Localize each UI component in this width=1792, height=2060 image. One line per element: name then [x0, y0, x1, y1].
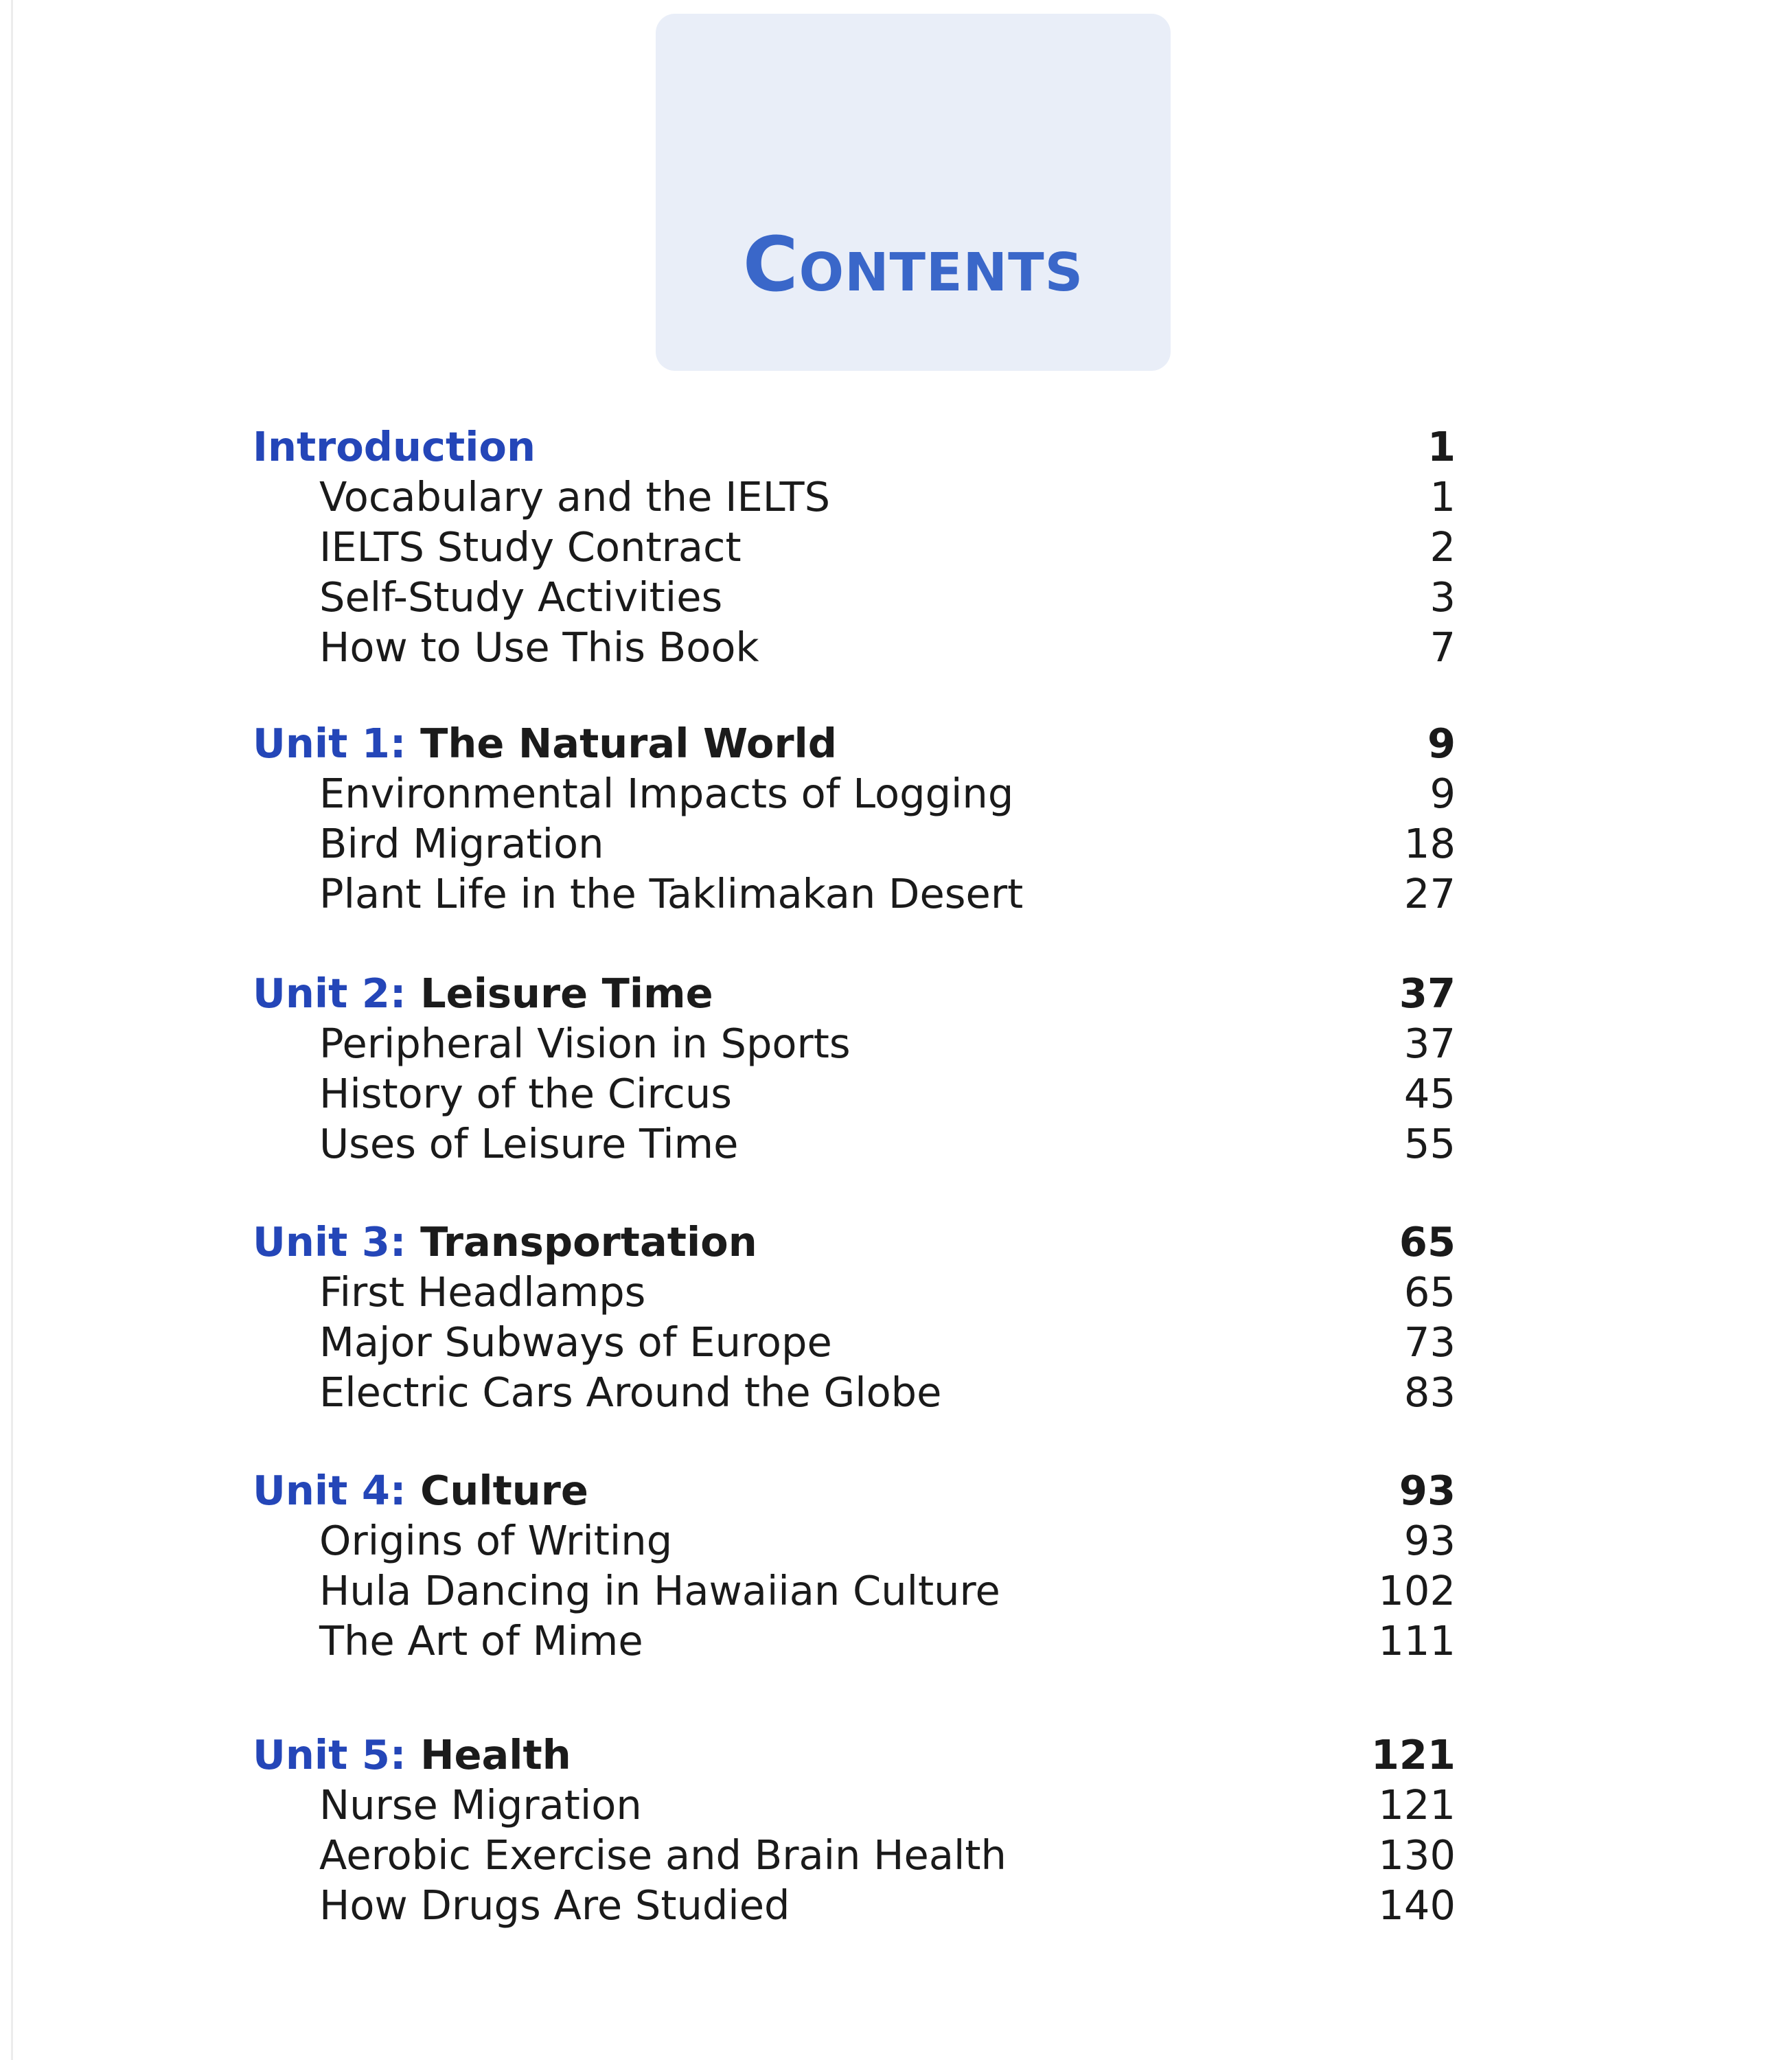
- toc-entry[interactable]: [0, 618, 1792, 671]
- section-name: Introduction: [253, 423, 536, 470]
- page-number: 65: [1399, 1218, 1456, 1266]
- title-panel: [656, 14, 1171, 371]
- toc-entry-title: How to Use This Book: [319, 623, 759, 671]
- page-number: 93: [1403, 1517, 1456, 1564]
- toc-heading-unit-4[interactable]: [0, 1461, 1792, 1514]
- unit-number: Unit 4:: [253, 1467, 406, 1514]
- toc-entry-title: Uses of Leisure Time: [319, 1120, 739, 1167]
- toc-entry[interactable]: [0, 1776, 1792, 1829]
- toc-heading-label: [253, 423, 536, 470]
- toc-entry[interactable]: [0, 1313, 1792, 1366]
- toc-heading-label: [253, 720, 838, 767]
- page-number: 140: [1378, 1881, 1456, 1929]
- toc-entry-title: History of the Circus: [319, 1070, 732, 1117]
- toc-entry-title: Bird Migration: [319, 820, 604, 867]
- toc-entry-title: IELTS Study Contract: [319, 523, 742, 571]
- page-number: 3: [1429, 573, 1456, 621]
- toc-entry[interactable]: [0, 1114, 1792, 1167]
- page-number: 7: [1429, 623, 1456, 671]
- unit-number: Unit 5:: [253, 1731, 406, 1778]
- toc-heading-unit-3[interactable]: [0, 1213, 1792, 1266]
- toc-entry[interactable]: [0, 1263, 1792, 1316]
- toc-entry[interactable]: [0, 468, 1792, 520]
- toc-entry-title: Self-Study Activities: [319, 573, 723, 621]
- page-number: 83: [1403, 1369, 1456, 1416]
- unit-number: Unit 1:: [253, 720, 406, 767]
- toc-entry-title: First Headlamps: [319, 1268, 646, 1316]
- page-number: 121: [1370, 1731, 1456, 1778]
- toc-entry-title: Vocabulary and the IELTS: [319, 473, 831, 520]
- page-number: 27: [1403, 870, 1456, 917]
- page-number: 37: [1399, 970, 1456, 1017]
- toc-heading-unit-5[interactable]: [0, 1726, 1792, 1778]
- unit-name: Transportation: [420, 1218, 757, 1266]
- toc-entry[interactable]: [0, 865, 1792, 917]
- toc-heading-label: [253, 1731, 571, 1778]
- page-number: 93: [1399, 1467, 1456, 1514]
- page-number: 2: [1429, 523, 1456, 571]
- unit-name: Culture: [420, 1467, 588, 1514]
- unit-number: Unit 2:: [253, 970, 406, 1017]
- toc-entry[interactable]: [0, 1612, 1792, 1664]
- toc-entry[interactable]: [0, 568, 1792, 621]
- toc-entry[interactable]: [0, 1876, 1792, 1929]
- toc-entry[interactable]: [0, 814, 1792, 867]
- toc-entry[interactable]: [0, 1511, 1792, 1564]
- page-number: 9: [1429, 770, 1456, 817]
- toc-entry[interactable]: [0, 1014, 1792, 1067]
- toc-entry[interactable]: [0, 1363, 1792, 1416]
- page-number: 65: [1403, 1268, 1456, 1316]
- toc-entry[interactable]: [0, 1064, 1792, 1117]
- toc-entry-title: Peripheral Vision in Sports: [319, 1020, 851, 1067]
- page-number: 18: [1403, 820, 1456, 867]
- toc-entry[interactable]: [0, 1826, 1792, 1879]
- page-number: 1: [1427, 423, 1456, 470]
- toc-entry-title: Hula Dancing in Hawaiian Culture: [319, 1567, 1000, 1614]
- toc-heading-introduction[interactable]: [0, 417, 1792, 470]
- page-number: 9: [1427, 720, 1456, 767]
- toc-entry[interactable]: [0, 764, 1792, 817]
- toc-heading-label: [253, 1467, 588, 1514]
- toc-heading-unit-2[interactable]: [0, 964, 1792, 1017]
- unit-name: The Natural World: [420, 720, 838, 767]
- toc-entry-title: Aerobic Exercise and Brain Health: [319, 1831, 1007, 1879]
- toc-entry[interactable]: [0, 518, 1792, 571]
- page-number: 121: [1378, 1781, 1456, 1829]
- toc-entry-title: The Art of Mime: [319, 1617, 643, 1664]
- toc-entry-title: Electric Cars Around the Globe: [319, 1369, 942, 1416]
- unit-number: Unit 3:: [253, 1218, 406, 1266]
- toc-heading-unit-1[interactable]: [0, 714, 1792, 767]
- toc-heading-label: [253, 970, 713, 1017]
- page-number: 130: [1378, 1831, 1456, 1879]
- toc-entry-title: How Drugs Are Studied: [319, 1881, 790, 1929]
- page-number: 111: [1378, 1617, 1456, 1664]
- unit-name: Health: [420, 1731, 571, 1778]
- page-number: 1: [1429, 473, 1456, 520]
- toc-entry-title: Nurse Migration: [319, 1781, 642, 1829]
- page-title: Contents: [742, 220, 1084, 308]
- page-number: 102: [1378, 1567, 1456, 1614]
- toc-entry[interactable]: [0, 1561, 1792, 1614]
- toc-entry-title: Plant Life in the Taklimakan Desert: [319, 870, 1024, 917]
- page-number: 37: [1403, 1020, 1456, 1067]
- toc-heading-label: [253, 1218, 757, 1266]
- page-number: 45: [1403, 1070, 1456, 1117]
- page-number: 73: [1403, 1318, 1456, 1366]
- unit-name: Leisure Time: [420, 970, 713, 1017]
- toc-entry-title: Origins of Writing: [319, 1517, 673, 1564]
- page-number: 55: [1403, 1120, 1456, 1167]
- toc-entry-title: Environmental Impacts of Logging: [319, 770, 1014, 817]
- toc-entry-title: Major Subways of Europe: [319, 1318, 832, 1366]
